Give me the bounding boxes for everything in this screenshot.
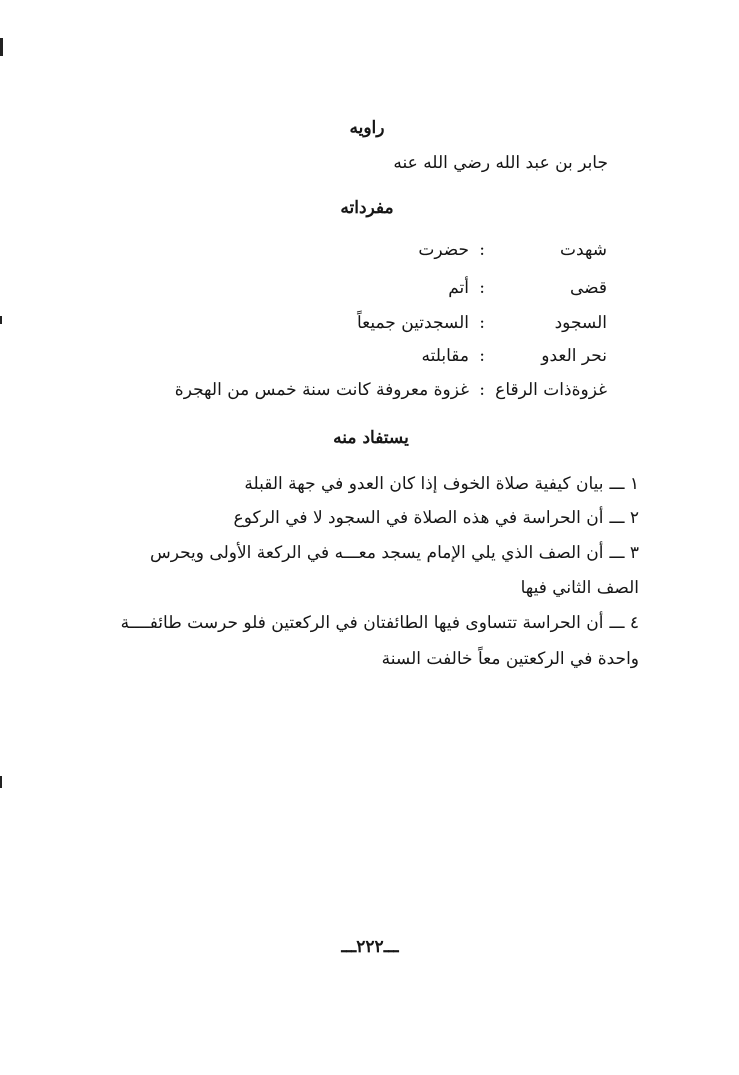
benefit-number: ٤ ـــ [609,613,639,633]
scan-edge-mark [0,316,2,324]
narrator-name: جابر بن عبد الله رضي الله عنه [393,153,608,173]
vocab-meaning: السجدتين جميعاً [356,313,469,333]
vocab-meaning: مقابلته [421,346,469,366]
benefit-item [234,508,639,528]
vocab-row [127,278,607,306]
benefit-text: أن الحراسة تتساوى فيها الطائفتان في الركعتين فلو حرست طائفــــة [120,613,604,633]
vocab-row [127,313,607,341]
vocab-term: قضى [569,278,607,298]
vocab-row [127,346,607,374]
benefit-continuation: واحدة في الركعتين معاً خالفت السنة [381,649,639,669]
vocab-row [127,380,607,408]
benefit-item [121,613,639,633]
benefit-item [150,543,639,563]
vocab-separator: : [479,240,485,260]
vocab-term: نحر العدو [541,346,607,366]
benefit-text: أن الحراسة في هذه الصلاة في السجود لا في الركوع [233,508,604,528]
vocab-term: شهدت [559,240,607,260]
vocab-term: غزوةذات الرقاع [495,380,607,400]
benefits-heading: يستفاد منه [333,428,409,448]
benefit-number: ٣ ـــ [609,543,639,563]
benefit-number: ٢ ـــ [609,508,639,528]
vocab-meaning: غزوة معروفة كانت سنة خمس من الهجرة [174,380,469,400]
vocab-row [127,240,607,268]
benefit-text: بيان كيفية صلاة الخوف إذا كان العدو في جهة القبلة [244,474,604,494]
vocab-meaning: أتم [448,278,469,298]
benefit-text: أن الصف الذي يلي الإمام يسجد معـــه في الركعة الأولى ويحرس [149,543,604,563]
vocab-term: السجود [554,313,607,333]
vocab-separator: : [479,278,485,298]
narrator-heading: راويه [349,118,385,138]
benefit-number: ١ ـــ [609,474,639,494]
vocab-meaning: حضرت [418,240,469,260]
vocab-separator: : [479,313,485,333]
scan-edge-mark [0,38,3,56]
vocab-separator: : [479,380,485,400]
benefit-continuation: الصف الثاني فيها [520,578,639,598]
scan-edge-mark [0,776,2,788]
vocabulary-heading: مفرداته [340,198,394,218]
vocab-separator: : [479,346,485,366]
benefit-item [244,474,639,494]
page-number: ـــ٢٢٢ـــ [341,937,399,957]
